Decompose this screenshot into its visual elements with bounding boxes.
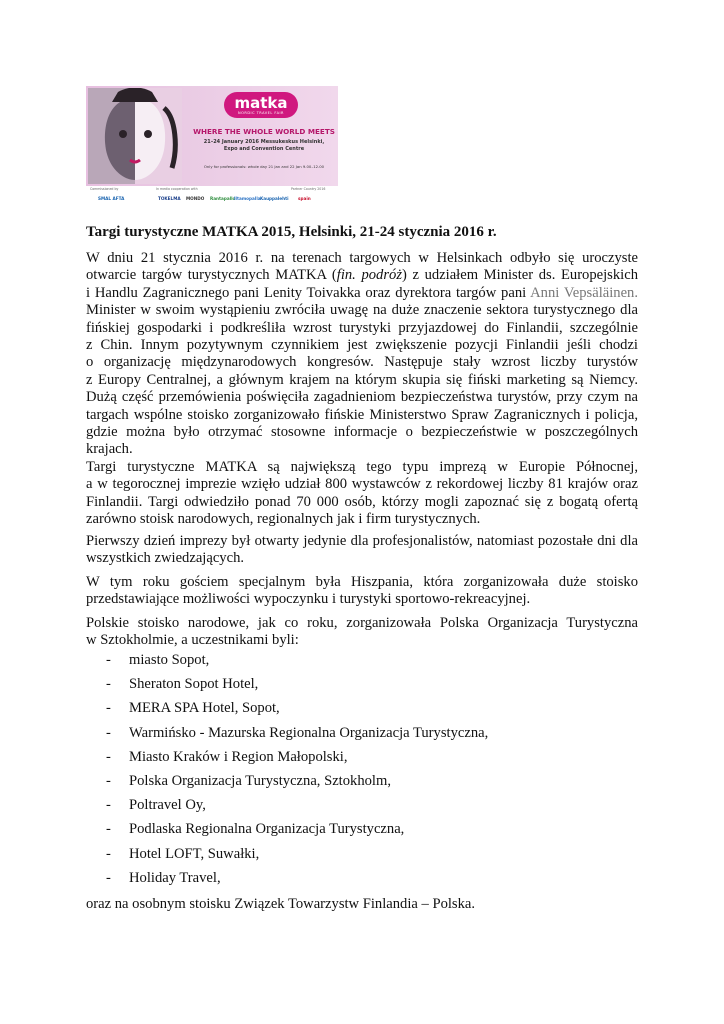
list-dash: - <box>106 845 111 862</box>
partner-logo: Kauppalehti <box>260 196 289 201</box>
text-line: Polskie stoisko narodowe, jak co roku, zorganizowała Polska Organizacja Turystyczna <box>86 615 638 631</box>
paragraph-first-day <box>86 533 638 568</box>
text-line: a w tegorocznej imprezie wzięło udział 800 wystawców z rekordowej liczby 81 krajów oraz <box>86 476 638 493</box>
text-line: wszystkich zwiedzających. <box>86 550 245 567</box>
list-dash: - <box>106 748 111 765</box>
partner-logo: Rantapallo <box>210 196 236 201</box>
partner-logo: spain <box>298 196 311 201</box>
list-item-text: Polska Organizacja Turystyczna, Sztokholm, <box>129 772 391 789</box>
banner-dates-line1: 21–24 January 2016 Messukeskus Helsinki, <box>203 139 325 145</box>
list-dash: - <box>106 821 111 838</box>
text-line: Pierwszy dzień imprezy był otwarty jedynie dla profesjonalistów, natomiast pozostałe dni dla <box>86 533 638 549</box>
text-line: Dużą część przemówienia poświęciła zagadnieniom bezpieczeństwa turystów, przy czym na <box>86 389 638 406</box>
partner-logo: TOKELMA <box>158 196 181 201</box>
partner-logo: Iltamopalla <box>234 196 261 201</box>
text-line: W tym roku gościem specjalnym była Hiszpania, która zorganizowała duże stoisko <box>86 574 638 590</box>
page-title: Targi turystyczne MATKA 2015, Helsinki, 21-24 stycznia 2016 r. <box>86 224 497 240</box>
text-segment: otwarcie targów turystycznych MATKA ( <box>86 267 337 284</box>
text-line: W dniu 21 stycznia 2016 r. na terenach targowych w Helsinkach odbyło się uroczyste <box>86 250 638 266</box>
banner-dates <box>190 139 338 152</box>
matka-banner <box>86 86 338 210</box>
paragraph-opening <box>86 250 638 459</box>
list-dash: - <box>106 797 111 814</box>
text-line: zarówno stoisk narodowych, regionalnych jak i firm turystycznych. <box>86 511 481 528</box>
list-item-text: Holiday Travel, <box>129 869 221 886</box>
list-dash: - <box>106 869 111 886</box>
list-item-text: MERA SPA Hotel, Sopot, <box>129 700 280 717</box>
banner-professionals-note: Only for professionals: whole day 21 Jan and 22 Jan 9.00–12.00 <box>203 164 325 169</box>
text-line: o organizację międzynarodowych kongresów. Następuje stały wzrost liczby turystów <box>86 354 638 371</box>
text-line: przedstawiające możliwości wypoczynku i turystyki sportowo-rekreacyjnej. <box>86 591 531 608</box>
partner-logo: SMAL AFTA <box>98 196 125 201</box>
text-line: Finlandii. Targi odwiedziło ponad 70 000 osób, którzy mogli zapoznać się z bogatą ofertą <box>86 493 638 510</box>
text-line <box>86 267 638 284</box>
banner-partner-strip <box>86 186 338 210</box>
list-dash: - <box>106 724 111 741</box>
list-item-text: Sheraton Sopot Hotel, <box>129 676 259 693</box>
text-line: krajach. <box>86 441 133 458</box>
paragraph-special-guest <box>86 574 638 609</box>
text-line: fińskiej gospodarki i podkreśliła wzrost turystyki przyjazdowej do Finlandii, szczególnie <box>86 319 638 336</box>
text-line: Targi turystyczne MATKA są największą tego typu imprezą w Europie Północnej, <box>86 459 638 475</box>
text-segment: i Handlu Zagranicznego pani Lenity Toivakka oraz dyrektora targów pani <box>86 284 531 301</box>
text-line: gdzie można było otrzymać stosowne informacje o bezpieczeństwie w poszczególnych <box>86 424 638 441</box>
commissioned-by-label: Commissioned by <box>90 187 119 191</box>
banner-headline: WHERE THE WHOLE WORLD MEETS <box>193 127 335 136</box>
director-name: Anni Vepsäläinen. <box>530 284 638 301</box>
text-segment: ) z udziałem Minister ds. Europejskich <box>402 267 638 284</box>
paragraph-polish-stand <box>86 615 638 650</box>
text-line: z Europy Centralnej, a głównym krajem na którym skupia się fiński marketing są Niemcy. <box>86 371 638 388</box>
list-item-text: Miasto Kraków i Region Małopolski, <box>129 748 348 765</box>
text-line: Minister w swoim wystąpieniu zwróciła uwagę na duże znaczenie sektora turystycznego dla <box>86 302 638 319</box>
banner-artwork <box>86 86 338 186</box>
list-item-text: miasto Sopot, <box>129 652 210 668</box>
text-line <box>86 285 638 302</box>
banner-dates-line2: Expo and Convention Centre <box>223 145 305 152</box>
italic-term: fin. podróż <box>336 267 402 284</box>
partner-logo: MONDO <box>186 196 205 201</box>
geisha-face-icon <box>88 88 182 184</box>
closing-line: oraz na osobnym stoisku Związek Towarzystw Finlandia – Polska. <box>86 896 476 912</box>
matka-logo: matka <box>234 94 288 112</box>
list-item-text: Podlaska Regionalna Organizacja Turystyczna, <box>129 821 405 838</box>
media-cooperation-label: In media cooperation with <box>156 187 198 191</box>
paragraph-fair-stats <box>86 459 638 529</box>
list-item-text: Hotel LOFT, Suwałki, <box>129 845 260 862</box>
partner-country-label: Partner Country 2016 <box>291 187 326 191</box>
list-item-text: Poltravel Oy, <box>129 797 206 814</box>
list-dash: - <box>106 676 111 693</box>
text-line: z Chin. Innym pozytywnym czynnikiem jest zwiększenie pozycji Finlandii jeśli chodzi <box>86 337 638 354</box>
list-dash: - <box>106 772 111 789</box>
text-line: targach wspólne stoisko zorganizowało fińskie Ministerstwo Spraw Zagranicznych i policja, <box>86 406 638 423</box>
text-line: w Sztokholmie, a uczestnikami byli: <box>86 632 299 649</box>
matka-logo-subtitle: NORDIC TRAVEL FAIR <box>238 111 284 115</box>
list-dash: - <box>106 700 111 717</box>
list-dash: - <box>106 652 111 668</box>
list-item-text: Warmińsko - Mazurska Regionalna Organizacja Turystyczna, <box>129 724 489 741</box>
